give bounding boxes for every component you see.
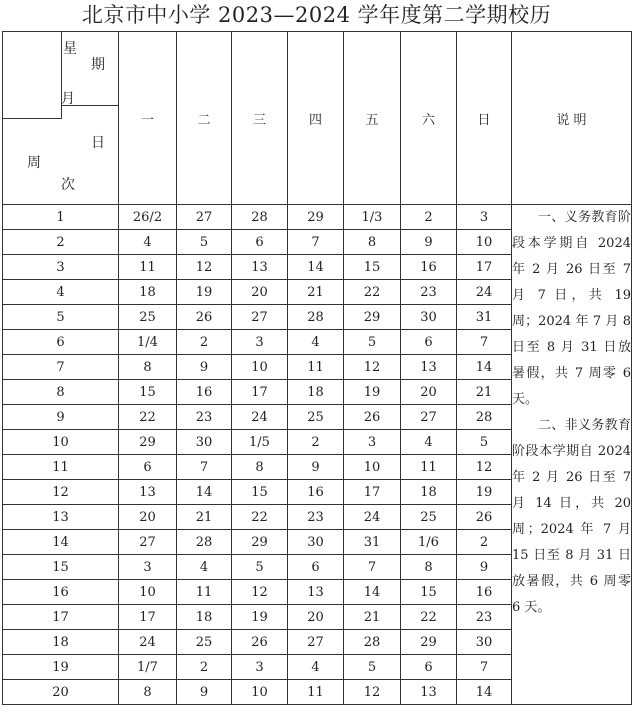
- date-cell: 27: [288, 630, 344, 655]
- date-cell: 5: [457, 430, 512, 455]
- date-cell: 4: [177, 555, 232, 580]
- date-cell: 28: [232, 205, 288, 230]
- note-paragraph: 二、非义务教育阶段本学期自 2024 年 2 月 26 日至 7 月 14 日，共 20 周；2024 年 7 月 15 日至 8 月 31 日放暑假，共 6 周零 6 天。: [512, 418, 631, 615]
- school-calendar-table: [2, 31, 632, 705]
- date-cell: 18: [401, 480, 457, 505]
- date-cell: 6: [288, 555, 344, 580]
- corner-box: [3, 32, 62, 119]
- corner-label-ci: 次: [61, 177, 75, 193]
- date-cell: 11: [401, 455, 457, 480]
- date-cell: 5: [232, 555, 288, 580]
- date-cell: 2: [288, 430, 344, 455]
- date-cell: 6: [401, 655, 457, 680]
- date-cell: 13: [401, 680, 457, 705]
- date-cell: 19: [344, 380, 401, 405]
- date-cell: 18: [119, 280, 177, 305]
- date-cell: 29: [119, 430, 177, 455]
- date-cell: 30: [288, 530, 344, 555]
- week-number-cell: 14: [3, 530, 119, 555]
- week-number-cell: 2: [3, 230, 119, 255]
- date-cell: 24: [344, 505, 401, 530]
- date-cell: 21: [457, 380, 512, 405]
- date-cell: 24: [119, 630, 177, 655]
- date-cell: 30: [457, 630, 512, 655]
- week-number-cell: 12: [3, 480, 119, 505]
- date-cell: 25: [119, 305, 177, 330]
- date-cell: 14: [344, 580, 401, 605]
- date-cell: 19: [457, 480, 512, 505]
- date-cell: 14: [457, 355, 512, 380]
- date-cell: 15: [232, 480, 288, 505]
- date-cell: 30: [401, 305, 457, 330]
- date-cell: 26: [344, 405, 401, 430]
- date-cell: 22: [401, 605, 457, 630]
- date-cell: 3: [457, 205, 512, 230]
- weekday-header: 六: [401, 32, 457, 205]
- date-cell: 14: [288, 255, 344, 280]
- date-cell: 25: [401, 505, 457, 530]
- weekday-header: 一: [119, 32, 177, 205]
- date-cell: 28: [344, 630, 401, 655]
- week-row: [3, 205, 632, 230]
- date-cell: 17: [232, 380, 288, 405]
- date-cell: 3: [232, 330, 288, 355]
- date-cell: 20: [232, 280, 288, 305]
- week-number-cell: 13: [3, 505, 119, 530]
- week-number-cell: 3: [3, 255, 119, 280]
- week-number-cell: 6: [3, 330, 119, 355]
- date-cell: 26: [457, 505, 512, 530]
- date-cell: 11: [119, 255, 177, 280]
- date-cell: 12: [344, 355, 401, 380]
- weekday-header: 四: [288, 32, 344, 205]
- date-cell: 10: [457, 230, 512, 255]
- date-cell: 28: [457, 405, 512, 430]
- date-cell: 1/5: [232, 430, 288, 455]
- corner-label-qi: 期: [91, 57, 105, 73]
- date-cell: 21: [288, 280, 344, 305]
- date-cell: 9: [288, 455, 344, 480]
- weekday-header: 日: [457, 32, 512, 205]
- date-cell: 25: [177, 630, 232, 655]
- date-cell: 18: [288, 380, 344, 405]
- date-cell: 11: [288, 680, 344, 705]
- date-cell: 2: [457, 530, 512, 555]
- date-cell: 27: [177, 205, 232, 230]
- date-cell: 6: [232, 230, 288, 255]
- date-cell: 11: [177, 580, 232, 605]
- corner-label-zhou: 周: [27, 155, 41, 171]
- date-cell: 22: [119, 405, 177, 430]
- date-cell: 9: [401, 230, 457, 255]
- corner-label-xing: 星: [63, 41, 77, 57]
- date-cell: 23: [288, 505, 344, 530]
- week-number-cell: 18: [3, 630, 119, 655]
- date-cell: 8: [119, 680, 177, 705]
- date-cell: 31: [344, 530, 401, 555]
- date-cell: 2: [177, 655, 232, 680]
- date-cell: 15: [401, 580, 457, 605]
- date-cell: 24: [457, 280, 512, 305]
- date-cell: 31: [457, 305, 512, 330]
- date-cell: 13: [119, 480, 177, 505]
- week-number-cell: 1: [3, 205, 119, 230]
- date-cell: 24: [232, 405, 288, 430]
- header-row: [3, 32, 632, 205]
- date-cell: 16: [288, 480, 344, 505]
- date-cell: 16: [401, 255, 457, 280]
- date-cell: 19: [177, 280, 232, 305]
- week-number-cell: 5: [3, 305, 119, 330]
- note-paragraph: 一、义务教育阶段本学期自 2024 年 2 月 26 日至 7 月 7 日，共 19 周；2024 年 7 月 8 日至 8 月 31 日放暑假，共 7 周零 6 天。: [512, 210, 631, 407]
- date-cell: 20: [288, 605, 344, 630]
- date-cell: 19: [232, 605, 288, 630]
- date-cell: 5: [344, 655, 401, 680]
- date-cell: 12: [232, 580, 288, 605]
- date-cell: 5: [344, 330, 401, 355]
- week-number-cell: 7: [3, 355, 119, 380]
- date-cell: 4: [119, 230, 177, 255]
- page-title: 北京市中小学 2023—2024 学年度第二学期校历: [81, 3, 552, 27]
- date-cell: 13: [401, 355, 457, 380]
- date-cell: 21: [177, 505, 232, 530]
- date-cell: 10: [232, 355, 288, 380]
- date-cell: 5: [177, 230, 232, 255]
- date-cell: 4: [288, 330, 344, 355]
- date-cell: 9: [177, 355, 232, 380]
- date-cell: 6: [401, 330, 457, 355]
- date-cell: 11: [288, 355, 344, 380]
- date-cell: 7: [177, 455, 232, 480]
- date-cell: 13: [288, 580, 344, 605]
- date-cell: 26/2: [119, 205, 177, 230]
- weekday-header: 三: [232, 32, 288, 205]
- date-cell: 8: [232, 455, 288, 480]
- date-cell: 3: [232, 655, 288, 680]
- week-number-cell: 16: [3, 580, 119, 605]
- date-cell: 10: [344, 455, 401, 480]
- date-cell: 29: [288, 205, 344, 230]
- date-cell: 29: [401, 630, 457, 655]
- date-cell: 7: [457, 330, 512, 355]
- date-cell: 15: [119, 380, 177, 405]
- date-cell: 3: [119, 555, 177, 580]
- date-cell: 23: [401, 280, 457, 305]
- date-cell: 23: [177, 405, 232, 430]
- date-cell: 30: [177, 430, 232, 455]
- date-cell: 10: [232, 680, 288, 705]
- date-cell: 20: [119, 505, 177, 530]
- date-cell: 7: [457, 655, 512, 680]
- date-cell: 22: [344, 280, 401, 305]
- date-cell: 9: [177, 680, 232, 705]
- date-cell: 8: [401, 555, 457, 580]
- date-cell: 4: [288, 655, 344, 680]
- date-cell: 22: [232, 505, 288, 530]
- date-cell: 25: [288, 405, 344, 430]
- date-cell: 16: [177, 380, 232, 405]
- date-cell: 26: [177, 305, 232, 330]
- date-cell: 16: [457, 580, 512, 605]
- date-cell: 20: [401, 380, 457, 405]
- date-cell: 7: [288, 230, 344, 255]
- date-cell: 7: [344, 555, 401, 580]
- date-cell: 14: [457, 680, 512, 705]
- date-cell: 21: [344, 605, 401, 630]
- date-cell: 28: [288, 305, 344, 330]
- date-cell: 15: [344, 255, 401, 280]
- weekday-header: 二: [177, 32, 232, 205]
- notes-header: 说 明: [512, 32, 632, 205]
- date-cell: 12: [177, 255, 232, 280]
- corner-label-yue: 月: [61, 91, 75, 107]
- date-cell: 9: [457, 555, 512, 580]
- date-cell: 23: [457, 605, 512, 630]
- date-cell: 18: [177, 605, 232, 630]
- date-cell: 27: [119, 530, 177, 555]
- date-cell: 17: [119, 605, 177, 630]
- date-cell: 12: [457, 455, 512, 480]
- week-number-cell: 4: [3, 280, 119, 305]
- week-number-cell: 20: [3, 680, 119, 705]
- week-number-cell: 19: [3, 655, 119, 680]
- date-cell: 12: [344, 680, 401, 705]
- corner-header-cell: [3, 32, 119, 205]
- week-number-cell: 9: [3, 405, 119, 430]
- date-cell: 1/7: [119, 655, 177, 680]
- date-cell: 3: [344, 430, 401, 455]
- date-cell: 1/4: [119, 330, 177, 355]
- date-cell: 14: [177, 480, 232, 505]
- date-cell: 26: [232, 630, 288, 655]
- week-number-cell: 17: [3, 605, 119, 630]
- date-cell: 10: [119, 580, 177, 605]
- week-number-cell: 10: [3, 430, 119, 455]
- date-cell: 2: [177, 330, 232, 355]
- date-cell: 2: [401, 205, 457, 230]
- date-cell: 17: [457, 255, 512, 280]
- notes-cell: [512, 205, 632, 705]
- date-cell: 27: [232, 305, 288, 330]
- weekday-header: 五: [344, 32, 401, 205]
- week-number-cell: 8: [3, 380, 119, 405]
- week-number-cell: 11: [3, 455, 119, 480]
- date-cell: 27: [401, 405, 457, 430]
- date-cell: 4: [401, 430, 457, 455]
- date-cell: 28: [177, 530, 232, 555]
- corner-label-ri: 日: [91, 135, 105, 151]
- week-number-cell: 15: [3, 555, 119, 580]
- date-cell: 6: [119, 455, 177, 480]
- date-cell: 29: [344, 305, 401, 330]
- date-cell: 8: [119, 355, 177, 380]
- date-cell: 1/6: [401, 530, 457, 555]
- date-cell: 8: [344, 230, 401, 255]
- date-cell: 1/3: [344, 205, 401, 230]
- date-cell: 17: [344, 480, 401, 505]
- date-cell: 29: [232, 530, 288, 555]
- date-cell: 13: [232, 255, 288, 280]
